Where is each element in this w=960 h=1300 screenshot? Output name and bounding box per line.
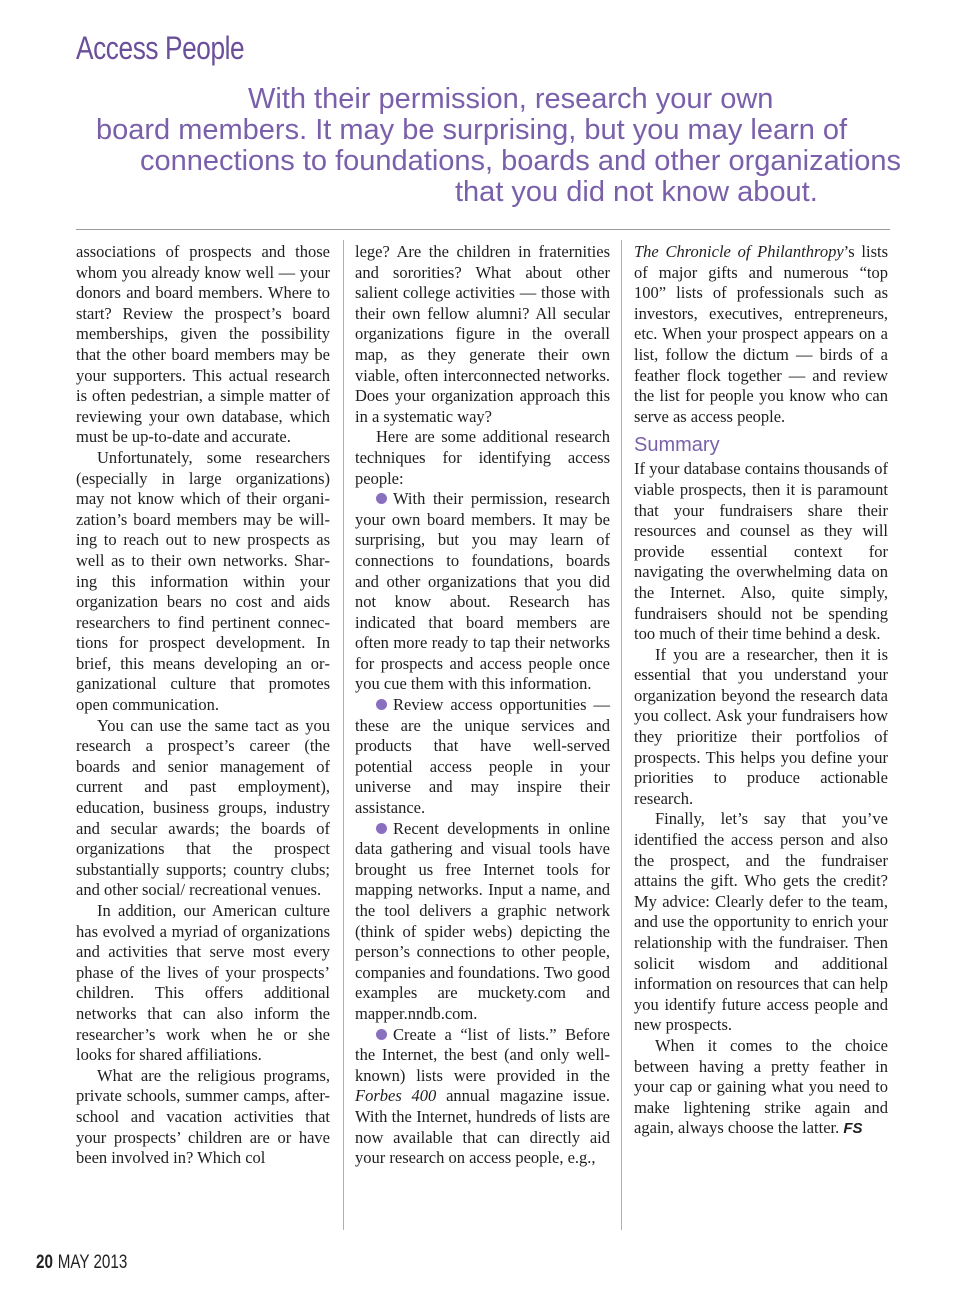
bullet-text: Review access opportunities — these are the unique services and products that have well-served potential access people in your universe and may inspire their assistance.: [355, 695, 610, 818]
paragraph: You can use the same tact as you research a prospect’s career (the boards and senior management of current and past employment), education, business groups, industry and secular awards; the boards of organizations that the prospect substantially supports; country clubs; and other social/ recreational venues.: [76, 715, 330, 900]
paragraph: Finally, let’s say that you’ve identified the access person and also the prospect, and the fundraiser attains the gift. Who gets the credit? My advice: Clearly defer to the team, and use the opportunity to enrich your relationship with the fundraiser. Then solicit wisdom and additional information on resources that can help you identify future access people and new prospects.: [634, 809, 888, 1035]
pull-quote-line: board members. It may be surprising, but you may learn of: [96, 114, 848, 146]
bullet-item: [355, 819, 610, 1025]
bullet-text: With their permission, research your own board members. It may be surprising, but you may learn of connections to foundations, boards and other organizations that you did not know about. Research has indicated that board members are often more ready to tap their networks for prospects and access people once you cue them with this information.: [355, 489, 610, 694]
paragraph: In addition, our American culture has evolved a myriad of organizations and activities that serve most every phase of the lives of your prospects’ children. This offers additional networks that can also inform the researcher’s work when he or she looks for shared affiliations.: [76, 901, 330, 1065]
bullet-icon: [376, 823, 387, 834]
bullet-item: [355, 489, 610, 695]
paragraph: lege? Are the children in fraternities and sororities? What about other salient college activities — those with their own fellow alumni? All secular organizations figure in the overall map, as they generate their own viable, often interconnected networks. Does your organization approach this in a systematic way?: [355, 242, 610, 426]
publication-name: The Chronicle of Philanthropy: [634, 242, 844, 261]
bullet-item: [355, 1025, 610, 1169]
paragraph: [634, 1036, 888, 1140]
bullet-icon: [376, 699, 387, 710]
paragraph: If you are a researcher, then it is essential that you understand your organization beyond the research data you collect. Ask your fundraisers how they prioritize their portfolios of prospects. This helps you define your priorities to produce actionable research.: [634, 644, 888, 808]
paragraph-text: ’s lists of major gifts and numerous “top 100” lists of professionals such as investors, executives, entrepreneurs, etc. When your prospect appears on a list, follow the dictum — birds of a feather flock together — and review the list for people you know who can serve as access people.: [634, 242, 888, 426]
paragraph: Here are some additional research techniques for identifying access people:: [355, 427, 610, 488]
paragraph: Unfortunately, some researchers (especially in large organizations) may not know which of their organization’s board members may be willing to reach out to new prospects as well as to their own networks. Sharing this information within your organization bears no cost and aids researchers to find pertinent connections for prospect development. In brief, this means developing an organizational culture that promotes open communication.: [76, 447, 330, 715]
column-divider: [621, 240, 622, 1230]
section-title: Access People: [76, 30, 245, 66]
paragraph: [634, 242, 888, 427]
paragraph: If your database contains thousands of viable prospects, then it is paramount that your fundraisers share their resources and counsel as they will provide essential context for navigating the overwhelming data on the Internet. Also, quite simply, fundraisers should not be spending too much of their time behind a desk.: [634, 459, 888, 644]
pull-quote-line: connections to foundations, boards and other organizations: [140, 145, 901, 177]
article-column-1: [76, 242, 330, 1169]
header-rule: [76, 229, 890, 230]
paragraph-text: When it comes to the choice between having a pretty feather in your cap or gaining what you need to make lightening strike again and again, always choose the latter.: [634, 1035, 888, 1138]
pull-quote-line: With their permission, research your own: [248, 83, 774, 115]
bullet-icon: [376, 493, 387, 504]
bullet-icon: [376, 1029, 387, 1040]
article-column-3: [634, 242, 888, 1140]
bullet-text: annual magazine issue. With the Internet, hundreds of lists are now available that can directly aid your research on access people, e.g.,: [355, 1086, 610, 1168]
bullet-text: Create a “list of lists.” Before the Internet, the best (and only well-known) lists were provided in the: [355, 1024, 610, 1085]
page-number: 20: [36, 1252, 53, 1273]
paragraph: What are the religious programs, private schools, summer camps, after-school and vacation activities that your prospects’ children are or have been involved in? Which col: [76, 1065, 330, 1168]
article-column-2: [355, 242, 610, 1169]
column-divider: [343, 240, 344, 1230]
author-signature: FS: [843, 1120, 863, 1138]
summary-heading: Summary: [634, 434, 720, 457]
issue-date: MAY 2013: [57, 1252, 128, 1273]
bullet-item: [355, 695, 610, 819]
page-footer: [36, 1252, 127, 1274]
bullet-text: Recent developments in online data gathering and visual tools have brought us free Internet tools for mapping networks. Input a name, and the tool delivers a graphic network (think of spider webs) depicting the person’s connections to other people, companies and foundations. Two good examples are muckety.com and mapper.nndb.com.: [355, 818, 610, 1023]
paragraph: associations of prospects and those whom you already know well — your donors and board members. Where to start? Review the prospect’s board memberships, given the possibility that the other board members may be your supporters. This actual research is often pedestrian, a simple matter of reviewing your own database, which must be up-to-date and accurate.: [76, 242, 330, 447]
publication-name: Forbes 400: [355, 1086, 437, 1106]
pull-quote-line: that you did not know about.: [455, 176, 818, 208]
